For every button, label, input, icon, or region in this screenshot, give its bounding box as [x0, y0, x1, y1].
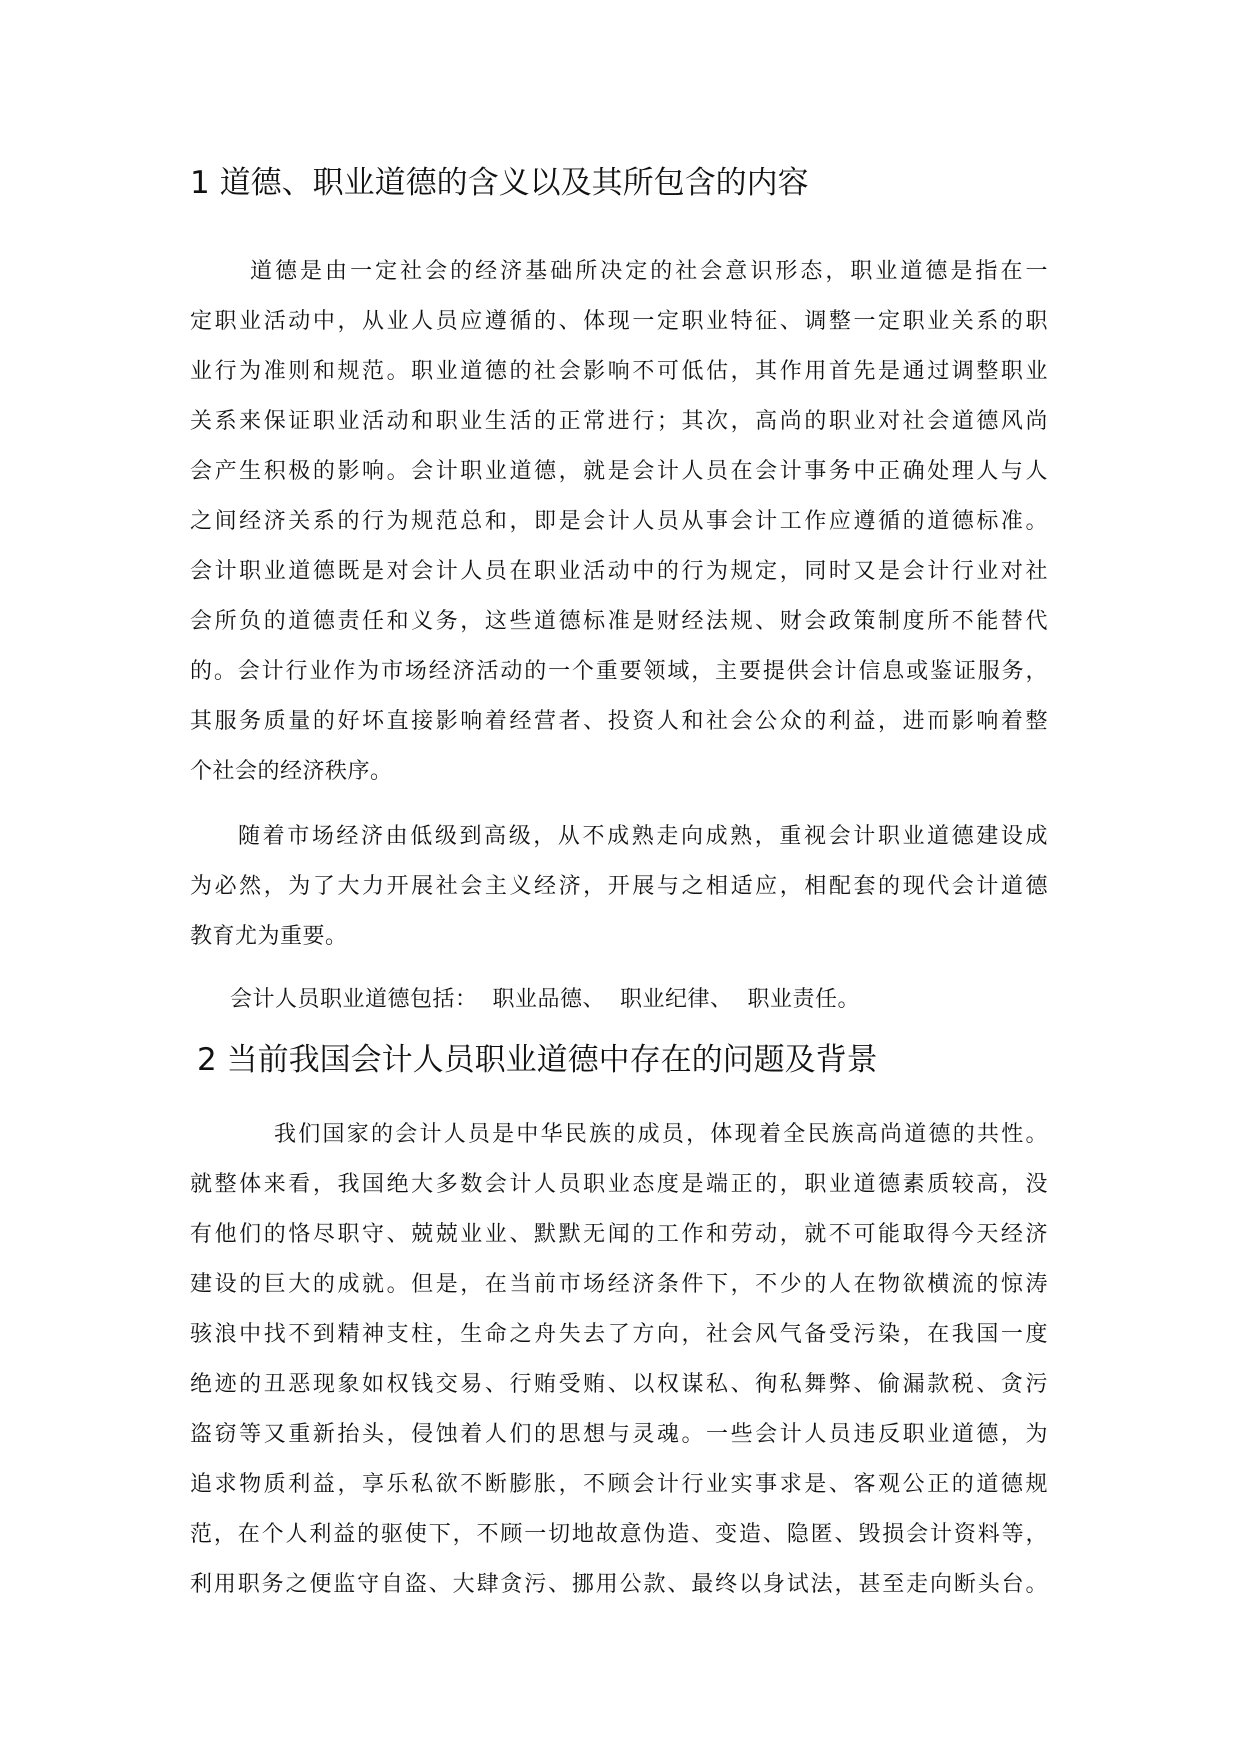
text-line: 会计职业道德既是对会计人员在职业活动中的行为规定，同时又是会计行业对社: [190, 559, 1048, 584]
section-1-paragraph-1: [190, 247, 1048, 797]
text-line: 骇浪中找不到精神支柱，生命之舟失去了方向，社会风气备受污染，在我国一度: [190, 1322, 1048, 1347]
section-1-paragraph-2: [190, 812, 1048, 962]
text-line: 随着市场经济由低级到高级，从不成熟走向成熟，重视会计职业道德建设成: [238, 824, 1048, 849]
text-line: 追求物质利益，享乐私欲不断膨胀，不顾会计行业实事求是、客观公正的道德规: [190, 1472, 1048, 1497]
text-line: 之间经济关系的行为规范总和，即是会计人员从事会计工作应遵循的道德标准。: [190, 509, 1048, 534]
text-line: 关系来保证职业活动和职业生活的正常进行；其次，高尚的职业对社会道德风尚: [190, 409, 1048, 434]
text-line: 定职业活动中，从业人员应遵循的、体现一定职业特征、调整一定职业关系的职: [190, 309, 1048, 334]
text-line: 为必然，为了大力开展社会主义经济，开展与之相适应，相配套的现代会计道德: [190, 874, 1048, 899]
text-line: 就整体来看，我国绝大多数会计人员职业态度是端正的，职业道德素质较高，没: [190, 1172, 1048, 1197]
text-line: 我们国家的会计人员是中华民族的成员，体现着全民族高尚道德的共性。: [274, 1122, 1048, 1147]
text-line: 其服务质量的好坏直接影响着经营者、投资人和社会公众的利益，进而影响着整: [190, 709, 1048, 734]
text-line: 会计人员职业道德包括： 职业品德、 职业纪律、 职业责任。: [230, 987, 860, 1012]
text-line: 利用职务之便监守自盗、大肆贪污、挪用公款、最终以身试法，甚至走向断头台。: [190, 1572, 1048, 1597]
text-line: 道德是由一定社会的经济基础所决定的社会意识形态，职业道德是指在一: [250, 259, 1048, 284]
text-line: 会产生积极的影响。会计职业道德，就是会计人员在会计事务中正确处理人与人: [190, 459, 1048, 484]
text-line: 盗窃等又重新抬头，侵蚀着人们的思想与灵魂。一些会计人员违反职业道德，为: [190, 1422, 1048, 1447]
text-line: 业行为准则和规范。职业道德的社会影响不可低估，其作用首先是通过调整职业: [190, 359, 1048, 384]
text-line: 绝迹的丑恶现象如权钱交易、行贿受贿、以权谋私、徇私舞弊、偷漏款税、贪污: [190, 1372, 1048, 1397]
text-line: 范，在个人利益的驱使下，不顾一切地故意伪造、变造、隐匿、毁损会计资料等，: [190, 1522, 1048, 1547]
section-1-paragraph-3: [190, 975, 1048, 1025]
section-1-heading: 1 道德、职业道德的含义以及其所包含的内容: [190, 165, 809, 201]
text-line: 教育尤为重要。: [190, 924, 348, 949]
text-line: 个社会的经济秩序。: [190, 759, 393, 784]
text-line: 的。会计行业作为市场经济活动的一个重要领域，主要提供会计信息或鉴证服务，: [190, 659, 1048, 684]
section-2-paragraph-1: [190, 1110, 1048, 1610]
section-2-heading: 2 当前我国会计人员职业道德中存在的问题及背景: [197, 1042, 878, 1078]
text-line: 会所负的道德责任和义务，这些道德标准是财经法规、财会政策制度所不能替代: [190, 609, 1048, 634]
text-line: 有他们的恪尽职守、兢兢业业、默默无闻的工作和劳动，就不可能取得今天经济: [190, 1222, 1048, 1247]
text-line: 建设的巨大的成就。但是，在当前市场经济条件下，不少的人在物欲横流的惊涛: [190, 1272, 1048, 1297]
